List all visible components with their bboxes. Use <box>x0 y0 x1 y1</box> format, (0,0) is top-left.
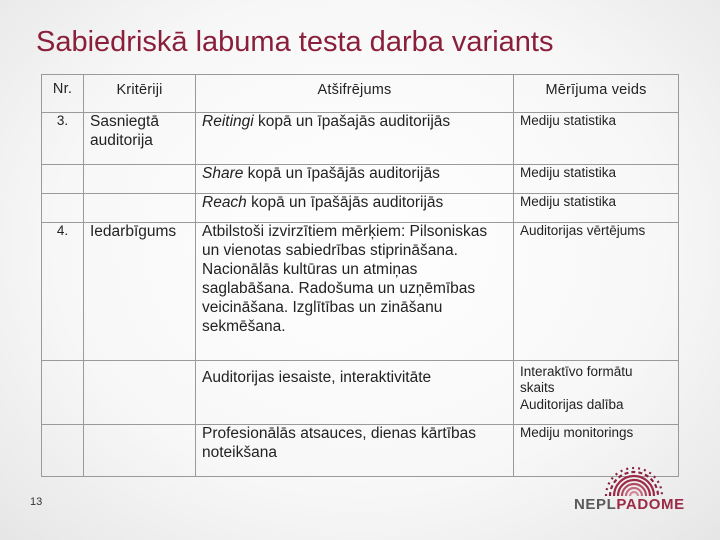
decoding-rest: kopā un īpašājās auditorijās <box>243 165 440 182</box>
row-criteria <box>84 361 196 425</box>
decoding-italic-term: Reach <box>202 194 247 211</box>
row-nr: 4. <box>42 223 84 361</box>
decoding-rest: kopā un īpašājās auditorijās <box>246 194 444 211</box>
measure-line: Interaktīvo formātu <box>520 364 633 379</box>
criteria-table <box>41 74 679 477</box>
measure-line: Auditorijas dalība <box>520 396 624 412</box>
row-criteria <box>84 194 196 223</box>
row-decoding <box>196 113 514 165</box>
decoding-rest: kopā un īpašajās auditorijās <box>253 113 451 130</box>
header-decoding: Atšifrējums <box>196 75 514 113</box>
logo-arcs-icon <box>574 462 694 498</box>
page-number: 13 <box>30 496 43 508</box>
table-row <box>42 223 679 361</box>
logo-wordmark <box>574 496 694 513</box>
row-measure: Mediju statistika <box>514 113 679 165</box>
header-measure: Mērījuma veids <box>514 75 679 113</box>
row-measure <box>514 361 679 425</box>
table-row <box>42 361 679 425</box>
table-header-row <box>42 75 679 113</box>
row-decoding: Profesionālās atsauces, dienas kārtības noteikšana <box>196 425 514 477</box>
header-criteria: Kritēriji <box>84 75 196 113</box>
measure-line: skaits <box>520 380 555 396</box>
logo-part-nepl: NEPL <box>574 496 617 513</box>
nepl-padome-logo <box>574 462 694 530</box>
table-row <box>42 165 679 194</box>
row-nr <box>42 425 84 477</box>
row-nr <box>42 194 84 223</box>
row-decoding <box>196 194 514 223</box>
table-row <box>42 194 679 223</box>
row-nr <box>42 361 84 425</box>
row-decoding: Auditorijas iesaiste, interaktivitāte <box>196 361 514 425</box>
slide-title: Sabiedriskā labuma testa darba variants <box>36 26 554 58</box>
row-decoding <box>196 165 514 194</box>
logo-part-padome: PADOME <box>616 496 685 513</box>
row-criteria: Iedarbīgums <box>84 223 196 361</box>
decoding-italic-term: Share <box>202 165 244 182</box>
row-criteria <box>84 425 196 477</box>
row-measure: Mediju statistika <box>514 194 679 223</box>
decoding-italic-term: Reitingi <box>202 113 254 130</box>
table-row <box>42 113 679 165</box>
row-criteria: Sasniegtā auditorija <box>84 113 196 165</box>
row-decoding: Atbilstoši izvirzītiem mērķiem: Pilsoniskas un vienotas sabiedrības stiprināšana. Nacionālās kultūras un atmiņas saglabāšana. Radošuma un uzņēmības veicināšana. Izglītības un zināšanu sekmēšana. <box>196 223 514 361</box>
header-nr: Nr. <box>42 75 84 113</box>
row-measure: Mediju monitorings <box>514 425 679 477</box>
row-measure: Auditorijas vērtējums <box>514 223 679 361</box>
row-measure: Mediju statistika <box>514 165 679 194</box>
row-nr: 3. <box>42 113 84 165</box>
row-criteria <box>84 165 196 194</box>
row-nr <box>42 165 84 194</box>
